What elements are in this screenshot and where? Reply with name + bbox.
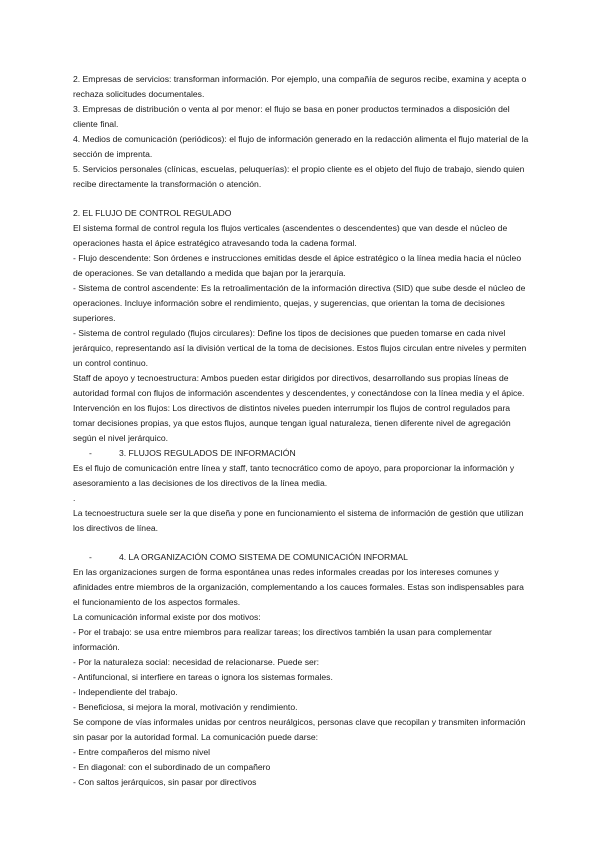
list-item: 3. Empresas de distribución o venta al por menor: el flujo se basa en poner productos terminados a disposición del cliente final. <box>73 104 510 129</box>
section-heading: 4. LA ORGANIZACIÓN COMO SISTEMA DE COMUNICACIÓN INFORMAL <box>119 552 408 562</box>
paragraph: - Flujo descendente: Son órdenes e instrucciones emitidas desde el ápice estratégico o la línea media hacia el núcleo de operaciones. Se van detallando a medida que bajan por la jerarquía. <box>73 253 522 278</box>
paragraph: El sistema formal de control regula los flujos verticales (ascendentes o descendentes) que van desde el núcleo de operaciones hasta el ápice estratégico atravesando toda la cadena formal. <box>73 223 508 248</box>
paragraph: Intervención en los flujos: Los directivos de distintos niveles pueden interrumpir los flujos de control regulados para tomar decisiones propias, ya que estos flujos, aunque tengan igual naturaleza, tienen diferente nivel de agregación según el nivel jerárquico. <box>73 403 511 443</box>
paragraph: - Con saltos jerárquicos, sin pasar por directivos <box>73 777 257 787</box>
section-heading-row <box>73 550 530 565</box>
spacer <box>73 192 530 206</box>
section-4 <box>73 550 530 790</box>
section-2 <box>73 206 530 446</box>
section-heading: 2. EL FLUJO DE CONTROL REGULADO <box>73 208 232 218</box>
paragraph: La comunicación informal existe por dos motivos: <box>73 612 261 622</box>
spacer <box>73 536 530 550</box>
paragraph: - Independiente del trabajo. <box>73 687 178 697</box>
paragraph: Se compone de vías informales unidas por centros neurálgicos, personas clave que recopilan y transmiten información sin pasar por la autoridad formal. La comunicación puede darse: <box>73 717 526 742</box>
paragraph: Es el flujo de comunicación entre línea y staff, tanto tecnocrático como de apoyo, para proporcionar la información y asesoramiento a las decisiones de los directivos de la línea media. <box>73 463 515 488</box>
paragraph: - Sistema de control ascendente: Es la retroalimentación de la información directiva (SID) que sube desde el núcleo de operaciones. Incluye información sobre el rendimiento, quejas, y sugerencias, que orientan la toma de decisiones superiores. <box>73 283 526 323</box>
section-heading-row <box>73 446 530 461</box>
list-item: 4. Medios de comunicación (periódicos): el flujo de información generado en la redacción alimenta el flujo material de la sección de imprenta. <box>73 134 529 159</box>
section-3 <box>73 446 530 536</box>
paragraph: - En diagonal: con el subordinado de un compañero <box>73 762 271 772</box>
paragraph: - Por la naturaleza social: necesidad de relacionarse. Puede ser: <box>73 657 320 667</box>
paragraph: - Sistema de control regulado (flujos circulares): Define los tipos de decisiones que pueden tomarse en cada nivel jerárquico, representando así la división vertical de la toma de decisiones. Estos flujos circulan entre niveles y permiten un control continuo. <box>73 328 527 368</box>
section-heading: 3. FLUJOS REGULADOS DE INFORMACIÓN <box>119 448 296 458</box>
list-item: 2. Empresas de servicios: transforman información. Por ejemplo, una compañía de seguros recibe, examina y acepta o rechaza solicitudes documentales. <box>73 74 527 99</box>
bullet-marker: - <box>89 448 92 458</box>
paragraph: - Entre compañeros del mismo nivel <box>73 747 211 757</box>
paragraph: Staff de apoyo y tecnoestructura: Ambos pueden estar dirigidos por directivos, desarrollando sus propias líneas de autoridad formal con flujos de información ascendentes y descendentes, y conectándose con la línea media y el ápice. <box>73 373 525 398</box>
section-1-list <box>73 72 530 192</box>
paragraph: La tecnoestructura suele ser la que diseña y pone en funcionamiento el sistema de información de gestión que utilizan los directivos de línea. <box>73 508 524 533</box>
paragraph: - Beneficiosa, si mejora la moral, motivación y rendimiento. <box>73 702 298 712</box>
paragraph: - Antifuncional, si interfiere en tareas o ignora los sistemas formales. <box>73 672 333 682</box>
paragraph: - Por el trabajo: se usa entre miembros para realizar tareas; los directivos también la usan para complementar información. <box>73 627 492 652</box>
bullet-marker: - <box>89 552 92 562</box>
paragraph: . <box>73 493 76 503</box>
paragraph: En las organizaciones surgen de forma espontánea unas redes informales creadas por los intereses comunes y afinidades entre miembros de la organización, complementando a los cauces formales. Estas son indispensables para el funcionamiento de los aspectos formales. <box>73 567 524 607</box>
list-item: 5. Servicios personales (clínicas, escuelas, peluquerías): el propio cliente es el objeto del flujo de trabajo, siendo quien recibe directamente la transformación o atención. <box>73 164 525 189</box>
